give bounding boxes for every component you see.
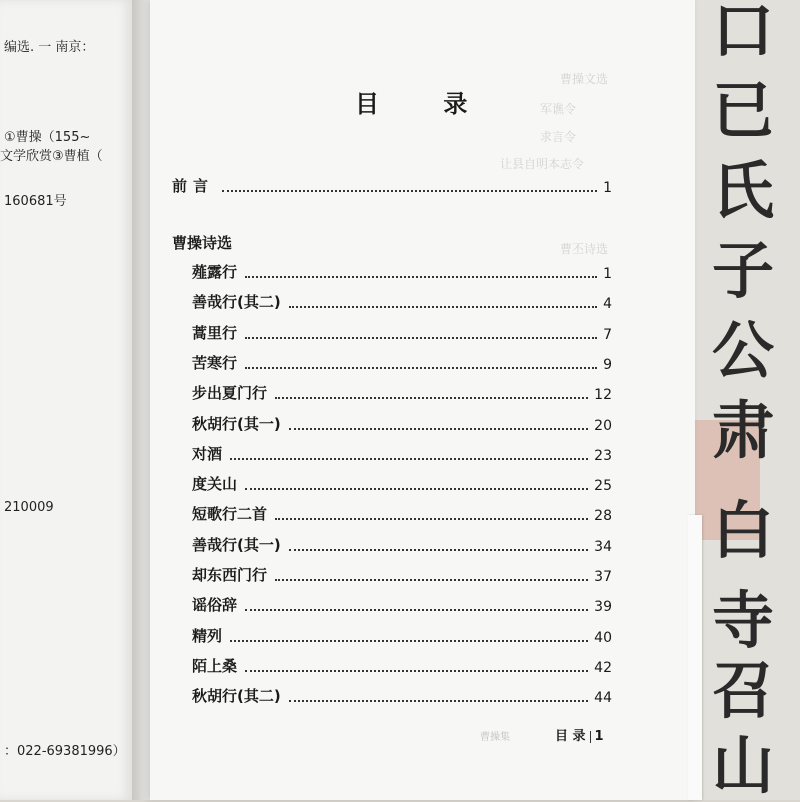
toc-entry-page: 25 bbox=[594, 478, 612, 494]
calligraphy-char: 已 bbox=[712, 74, 775, 147]
toc-entry-title: 步出夏门行 bbox=[192, 384, 268, 402]
toc-entry-page: 4 bbox=[603, 296, 612, 312]
dot-leader bbox=[289, 306, 597, 308]
toc-entry-page: 1 bbox=[603, 180, 612, 196]
toc-entry-title: 秋胡行(其二) bbox=[192, 687, 281, 705]
toc-entry-page: 7 bbox=[603, 327, 612, 343]
toc-entry-title: 谣俗辞 bbox=[192, 596, 238, 614]
footer-separator bbox=[590, 731, 591, 743]
dot-leader bbox=[245, 609, 588, 611]
calligraphy-char: 氏 bbox=[712, 154, 775, 227]
dot-leader bbox=[245, 670, 588, 672]
toc-entry[interactable] bbox=[192, 626, 612, 646]
left-page-line: 210009 bbox=[4, 500, 54, 515]
toc-entry[interactable] bbox=[192, 535, 612, 555]
left-page bbox=[0, 0, 132, 800]
toc-entry-page: 23 bbox=[594, 448, 612, 464]
toc-entry-title: 陌上桑 bbox=[192, 657, 238, 675]
toc-entry-title: 秋胡行(其一) bbox=[192, 415, 281, 433]
toc-entry-page: 37 bbox=[594, 569, 612, 585]
toc-entry-title: 蒿里行 bbox=[192, 324, 238, 342]
toc-entry-title: 前言 bbox=[172, 177, 215, 195]
calligraphy-char: 口 bbox=[712, 0, 775, 67]
toc-entry[interactable] bbox=[192, 686, 612, 706]
page-edge bbox=[688, 515, 702, 800]
page-footer bbox=[555, 725, 604, 744]
calligraphy-char: 召 bbox=[712, 654, 775, 727]
show-through-text: 曹操集 bbox=[480, 732, 510, 743]
calligraphy-char: 肃 bbox=[712, 394, 775, 467]
toc-entry[interactable] bbox=[192, 262, 612, 282]
toc-entry[interactable] bbox=[192, 414, 612, 434]
toc-entry-title: 短歌行二首 bbox=[192, 505, 268, 523]
toc-entry-title: 对酒 bbox=[192, 445, 223, 463]
toc-entry-title: 精列 bbox=[192, 627, 223, 645]
calligraphy-char: 公 bbox=[712, 314, 775, 387]
toc-entry-page: 44 bbox=[594, 690, 612, 706]
dot-leader bbox=[289, 549, 588, 551]
toc-entry-page: 9 bbox=[603, 357, 612, 373]
toc-entry-preface[interactable] bbox=[172, 176, 612, 196]
calligraphy-char: 白 bbox=[712, 494, 775, 567]
show-through-text: 让县自明本志令 bbox=[500, 157, 585, 171]
dot-leader bbox=[275, 397, 588, 399]
toc-entry[interactable] bbox=[192, 444, 612, 464]
left-page-line: 160681号 bbox=[4, 194, 67, 209]
toc-entry-page: 39 bbox=[594, 599, 612, 615]
toc-entry-title: 度关山 bbox=[192, 475, 238, 493]
toc-entry-page: 1 bbox=[603, 266, 612, 282]
show-through-text: 曹操文选 bbox=[560, 72, 609, 86]
toc-entry[interactable] bbox=[192, 656, 612, 676]
toc-title: 目 录 bbox=[355, 90, 496, 118]
toc-entry-page: 42 bbox=[594, 660, 612, 676]
left-page-line: ①曹操（155~ bbox=[4, 130, 91, 145]
dot-leader bbox=[275, 518, 588, 520]
dot-leader bbox=[230, 640, 588, 642]
dot-leader bbox=[245, 337, 597, 339]
toc-entry-page: 34 bbox=[594, 539, 612, 555]
toc-entry[interactable] bbox=[192, 353, 612, 373]
calligraphy-char: 子 bbox=[712, 234, 775, 307]
toc-entry-title: 苦寒行 bbox=[192, 354, 238, 372]
toc-entry[interactable] bbox=[192, 383, 612, 403]
toc-entry-title: 薤露行 bbox=[192, 263, 238, 281]
toc-entry-title: 却东西门行 bbox=[192, 566, 268, 584]
toc-entry-title: 善哉行(其一) bbox=[192, 536, 281, 554]
dot-leader bbox=[245, 488, 588, 490]
toc-section-heading: 曹操诗选 bbox=[172, 234, 233, 252]
toc-entry-page: 12 bbox=[594, 387, 612, 403]
show-through-text: 军谯令 bbox=[540, 102, 577, 116]
footer-label: 目 录 bbox=[555, 729, 586, 744]
dot-leader bbox=[275, 579, 588, 581]
left-page-line: 编选. 一 南京： bbox=[4, 40, 95, 55]
toc-entry-page: 40 bbox=[594, 630, 612, 646]
toc-entry[interactable] bbox=[192, 323, 612, 343]
dot-leader bbox=[230, 458, 588, 460]
left-page-line: ：022-69381996） bbox=[4, 744, 126, 759]
dot-leader bbox=[245, 367, 597, 369]
footer-page-number: 1 bbox=[594, 729, 604, 744]
left-page-line: 文学欣赏③曹植（ bbox=[0, 149, 103, 164]
dot-leader bbox=[289, 700, 588, 702]
show-through-text: 曹丕诗选 bbox=[560, 242, 609, 256]
toc-entry-page: 20 bbox=[594, 418, 612, 434]
dot-leader bbox=[289, 428, 588, 430]
toc-entry[interactable] bbox=[192, 504, 612, 524]
calligraphy-char: 山 bbox=[712, 729, 775, 802]
toc-entry-page: 28 bbox=[594, 508, 612, 524]
calligraphy-char: 寺 bbox=[712, 584, 775, 657]
toc-entry[interactable] bbox=[192, 474, 612, 494]
toc-entry[interactable] bbox=[192, 595, 612, 615]
show-through-text: 求言令 bbox=[540, 130, 577, 144]
toc-entry[interactable] bbox=[192, 565, 612, 585]
dot-leader bbox=[245, 276, 597, 278]
dot-leader bbox=[222, 190, 597, 192]
toc-entry[interactable] bbox=[192, 292, 612, 312]
toc-entry-title: 善哉行(其二) bbox=[192, 293, 281, 311]
